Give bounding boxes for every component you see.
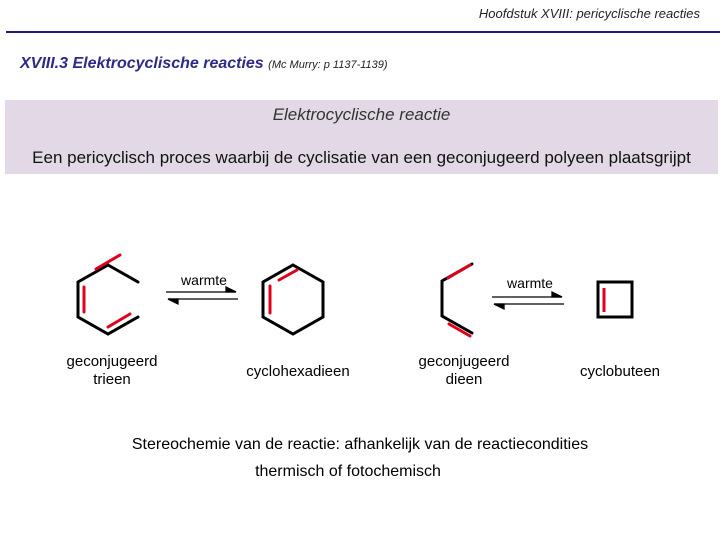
- caption-cyclohexadiene-line1: cyclohexadieen: [246, 363, 350, 380]
- chapter-header: Hoofdstuk XVIII: pericyclische reacties: [478, 6, 700, 21]
- definition-title: Elektrocyclische reactie: [272, 105, 451, 124]
- definition-text: Een pericyclisch proces waarbij de cyclisatie van een geconjugeerd polyeen plaatsgrijpt: [32, 148, 691, 167]
- caption-diene-line2: dieen: [445, 371, 483, 388]
- cyclohexadiene-structure: [263, 265, 323, 334]
- section-title-text: XVIII.3 Elektrocyclische reacties: [20, 55, 264, 72]
- caption-diene-line1: geconjugeerd: [418, 353, 510, 370]
- cyclobutene-structure: [598, 282, 632, 317]
- caption-triene: [52, 353, 172, 389]
- conditions-note: thermisch of fotochemisch: [255, 463, 441, 480]
- caption-diene: [404, 353, 524, 389]
- equilibrium-arrow-2: [492, 292, 564, 309]
- arrow-label-1: warmte: [181, 272, 227, 288]
- arrow-label-2: warmte: [507, 275, 553, 291]
- header-divider: [6, 31, 720, 33]
- stereochemistry-note: Stereochemie van de reactie: afhankelijk van de reactiecondities: [131, 436, 589, 453]
- butadiene-structure: [442, 264, 472, 336]
- double-bond: [448, 265, 470, 278]
- caption-cyclobutene: [560, 363, 680, 381]
- definition-box: [5, 100, 718, 174]
- caption-triene-line1: geconjugeerd: [66, 353, 158, 370]
- hexatriene-structure: [78, 255, 138, 334]
- section-title: [20, 55, 388, 73]
- double-bond: [96, 255, 120, 269]
- caption-cyclobutene-line1: cyclobuteen: [579, 363, 661, 380]
- caption-triene-line2: trieen: [93, 371, 131, 388]
- section-reference: (Mc Murry: p 1137-1139): [268, 59, 388, 71]
- equilibrium-arrow-1: [166, 287, 238, 304]
- caption-cyclohexadiene: [228, 363, 368, 381]
- reaction-scheme: [0, 240, 720, 340]
